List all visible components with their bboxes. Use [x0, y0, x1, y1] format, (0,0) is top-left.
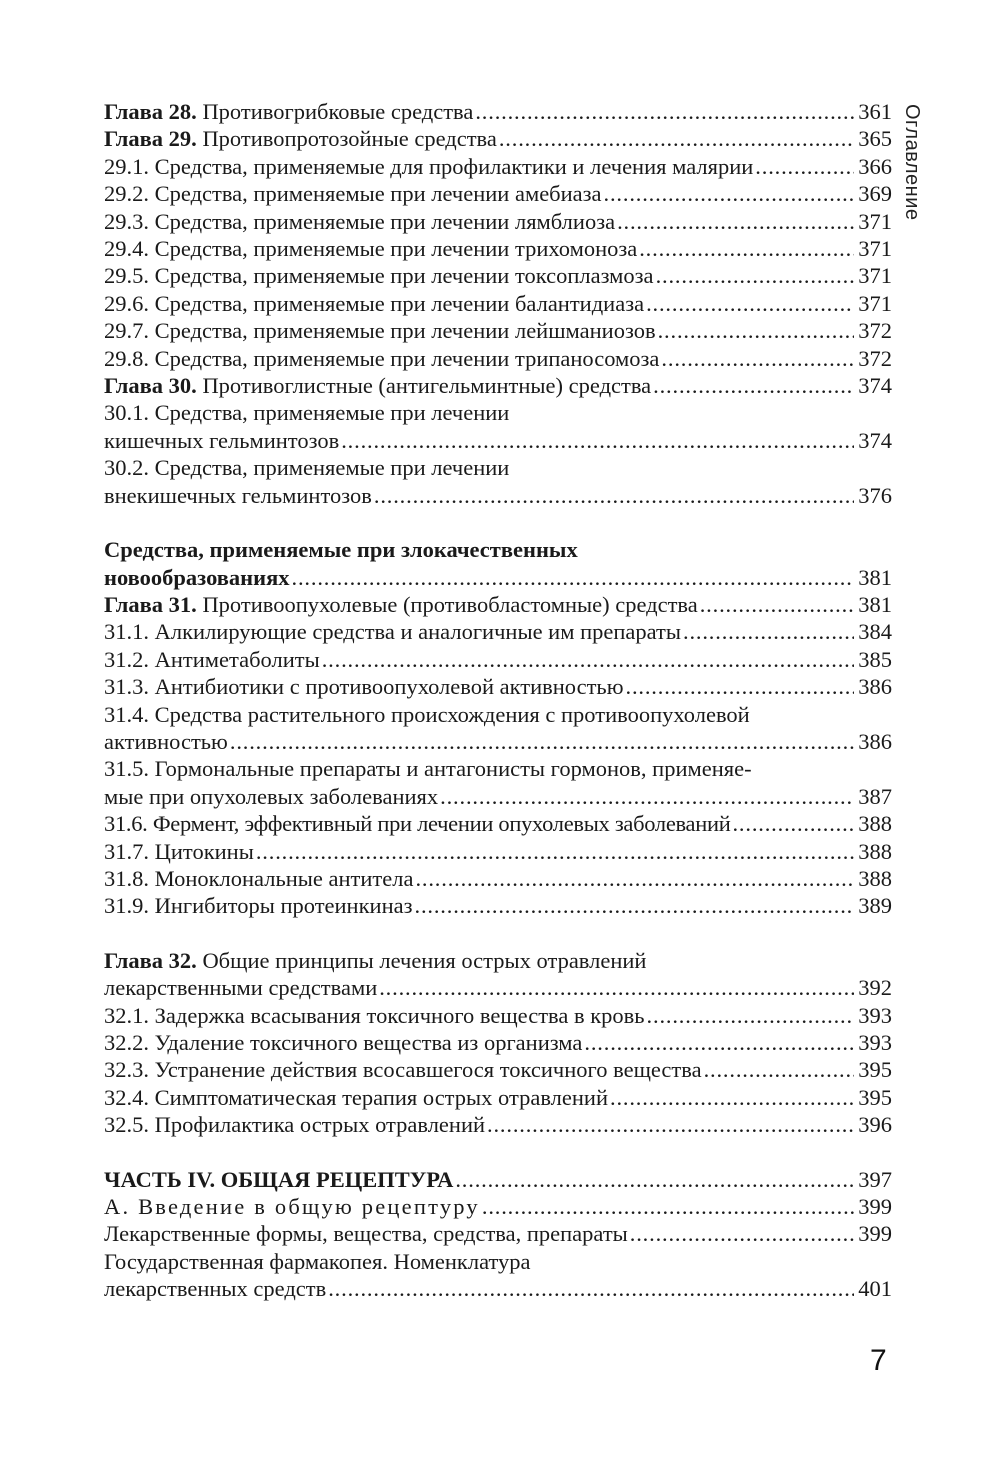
- page-ref: 395: [858, 1084, 892, 1110]
- section-title: Лекарственные формы, вещества, средства, препараты: [104, 1221, 628, 1247]
- toc-entry-chapter-28[interactable]: [104, 98, 892, 125]
- leader-dots: [610, 1084, 854, 1111]
- leader-dots: [653, 372, 854, 399]
- toc-entry-section-32-2[interactable]: [104, 1029, 892, 1056]
- page-ref: 388: [858, 865, 892, 891]
- page-ref: 388: [858, 838, 892, 864]
- toc-entry-section-30-2[interactable]: [104, 454, 892, 509]
- toc-entry-section-29-1[interactable]: [104, 153, 892, 180]
- leader-dots: [658, 317, 855, 344]
- leader-dots: [630, 1220, 854, 1247]
- section-title: 29.2. Средства, применяемые при лечении амебиаза: [104, 181, 602, 207]
- toc-entry-section-31-1[interactable]: [104, 618, 892, 645]
- page-ref: 365: [858, 126, 892, 152]
- leader-dots: [322, 646, 855, 673]
- section-title-line-1: 31.5. Гормональные препараты и антагонисты гормонов, применяе-: [104, 756, 752, 782]
- running-head: Оглавление: [901, 104, 923, 221]
- section-title: 31.6. Фермент, эффективный при лечении опухолевых заболеваний: [104, 811, 731, 837]
- section-title: 29.7. Средства, применяемые при лечении лейшманиозов: [104, 318, 656, 344]
- toc-entry-section-31-7[interactable]: [104, 838, 892, 865]
- page-ref: 381: [858, 591, 892, 617]
- leader-dots: [341, 427, 854, 454]
- leader-dots: [683, 618, 854, 645]
- page-ref: 366: [858, 153, 892, 179]
- toc-entry-section-31-6[interactable]: [104, 810, 892, 837]
- section-title-line-2: внекишечных гельминтозов: [104, 482, 372, 508]
- section-title: 29.6. Средства, применяемые при лечении балантидиаза: [104, 290, 645, 316]
- page-ref: 393: [858, 1030, 892, 1055]
- leader-dots: [732, 810, 854, 837]
- page-ref: 371: [858, 290, 892, 316]
- leader-dots: [379, 974, 854, 1001]
- section-title: 32.3. Устранение действия всосавшегося токсичного вещества: [104, 1057, 702, 1083]
- page-ref: 369: [858, 181, 892, 207]
- page-ref: 376: [858, 482, 892, 508]
- toc-entry-part-4[interactable]: [104, 1166, 892, 1193]
- section-title-line-1: 31.4. Средства растительного происхождения с противоопухолевой: [104, 701, 750, 727]
- leader-dots: [475, 98, 854, 125]
- leader-dots: [704, 1056, 855, 1083]
- chapter-title-line-1: Общие принципы лечения острых отравлений: [202, 947, 647, 973]
- spacer: [104, 1139, 892, 1166]
- leader-dots: [415, 865, 854, 892]
- chapter-label: Глава 30.: [104, 373, 197, 399]
- section-title: 29.1. Средства, применяемые для профилактики и лечения малярии: [104, 153, 754, 179]
- toc-entry-dosage-forms[interactable]: [104, 1220, 892, 1247]
- page-ref: 389: [858, 893, 892, 919]
- page-ref: 374: [858, 427, 892, 453]
- toc-entry-chapter-30[interactable]: [104, 372, 892, 399]
- page-ref: 386: [858, 728, 892, 754]
- toc-entry-section-31-3[interactable]: [104, 673, 892, 700]
- chapter-label: Глава 29.: [104, 126, 197, 152]
- leader-dots: [661, 345, 854, 372]
- leader-dots: [328, 1275, 854, 1302]
- table-of-contents: [104, 98, 892, 1303]
- page-ref: 399: [858, 1194, 892, 1220]
- toc-entry-chapter-31[interactable]: [104, 591, 892, 618]
- page-ref: 387: [858, 783, 892, 809]
- leader-dots: [700, 591, 855, 618]
- chapter-title: Противоопухолевые (противобластомные) средства: [202, 591, 698, 617]
- toc-entry-section-29-4[interactable]: [104, 235, 892, 262]
- page-ref: 372: [858, 318, 892, 344]
- section-title: 31.1. Алкилирующие средства и аналогичные им препараты: [104, 619, 681, 645]
- page-ref: 399: [858, 1221, 892, 1247]
- leader-dots: [647, 1002, 855, 1029]
- toc-entry-section-31-8[interactable]: [104, 865, 892, 892]
- leader-dots: [755, 153, 854, 180]
- section-title: 31.9. Ингибиторы протеинкиназ: [104, 893, 413, 919]
- toc-entry-section-29-2[interactable]: [104, 180, 892, 207]
- page-ref: 395: [858, 1057, 892, 1083]
- page-ref: 371: [858, 208, 892, 234]
- page-ref: 388: [858, 811, 892, 837]
- section-title-line-2: лекарственных средств: [104, 1276, 327, 1302]
- leader-dots: [455, 1166, 854, 1193]
- toc-entry-section-29-8[interactable]: [104, 345, 892, 372]
- toc-entry-section-29-5[interactable]: [104, 262, 892, 289]
- toc-entry-chapter-29[interactable]: [104, 125, 892, 152]
- leader-dots: [440, 783, 854, 810]
- section-title: 32.2. Удаление токсичного вещества из организма: [104, 1030, 583, 1055]
- section-title: 29.3. Средства, применяемые при лечении лямблиоза: [104, 208, 616, 234]
- section-title: 32.5. Профилактика острых отравлений: [104, 1112, 486, 1138]
- leader-dots: [584, 1029, 854, 1056]
- chapter-title: Противогрибковые средства: [202, 99, 474, 124]
- chapter-title-line-2: лекарственными средствами: [104, 975, 378, 1001]
- leader-dots: [626, 673, 855, 700]
- section-title: 31.3. Антибиотики с противоопухолевой активностью: [104, 674, 624, 700]
- chapter-title: Противопротозойные средства: [202, 126, 497, 152]
- page-ref: 381: [858, 564, 892, 590]
- page-ref: 361: [858, 99, 892, 124]
- section-title-line-1: 30.1. Средства, применяемые при лечении: [104, 400, 510, 426]
- page-number: 7: [870, 1344, 887, 1377]
- toc-entry-pharmacopeia[interactable]: [104, 1248, 892, 1303]
- chapter-label: Глава 31.: [104, 591, 197, 617]
- section-title: 31.8. Моноклональные антитела: [104, 865, 414, 891]
- section-title: 29.5. Средства, применяемые при лечении токсоплазмоза: [104, 263, 654, 289]
- leader-dots: [374, 482, 854, 509]
- leader-dots: [292, 564, 855, 591]
- page-ref: 372: [858, 345, 892, 371]
- toc-entry-section-31-5[interactable]: [104, 755, 892, 810]
- spacer: [104, 920, 892, 947]
- part-title: ЧАСТЬ IV. ОБЩАЯ РЕЦЕПТУРА: [104, 1166, 454, 1192]
- page-ref: 401: [858, 1276, 892, 1302]
- page-ref: 374: [858, 373, 892, 399]
- section-title-line-2: кишечных гельминтозов: [104, 427, 340, 453]
- section-title-line-1: 30.2. Средства, применяемые при лечении: [104, 455, 510, 481]
- toc-entry-section-32-5[interactable]: [104, 1111, 892, 1138]
- toc-entry-section-32-1[interactable]: [104, 1002, 892, 1029]
- toc-entry-section-31-4[interactable]: [104, 701, 892, 756]
- section-title: А. Введение в общую рецептуру: [104, 1194, 480, 1220]
- leader-dots: [656, 262, 855, 289]
- section-heading-line-2: новообразованиях: [104, 564, 290, 590]
- section-title-line-2: активностью: [104, 728, 228, 754]
- toc-entry-section-31-2[interactable]: [104, 646, 892, 673]
- leader-dots: [499, 125, 854, 152]
- toc-entry-section-32-4[interactable]: [104, 1084, 892, 1111]
- toc-entry-section-29-7[interactable]: [104, 317, 892, 344]
- leader-dots: [487, 1111, 854, 1138]
- leader-dots: [230, 728, 854, 755]
- toc-entry-section-30-1[interactable]: [104, 399, 892, 454]
- page-ref: 385: [858, 646, 892, 672]
- page-ref: 392: [858, 975, 892, 1001]
- leader-dots: [617, 208, 854, 235]
- chapter-label: Глава 28.: [104, 99, 197, 124]
- leader-dots: [604, 180, 855, 207]
- section-title: 32.1. Задержка всасывания токсичного вещества в кровь: [104, 1002, 645, 1028]
- leader-dots: [639, 235, 854, 262]
- leader-dots: [256, 838, 854, 865]
- section-title: 29.8. Средства, применяемые при лечении трипаносомоза: [104, 345, 660, 371]
- page-ref: 371: [858, 236, 892, 262]
- toc-entry-section-oncology[interactable]: [104, 536, 892, 591]
- toc-entry-section-29-6[interactable]: [104, 290, 892, 317]
- chapter-label: Глава 32.: [104, 947, 197, 973]
- page-ref: 386: [858, 674, 892, 700]
- page-ref: 384: [858, 619, 892, 645]
- toc-entry-section-32-3[interactable]: [104, 1056, 892, 1083]
- section-title: 29.4. Средства, применяемые при лечении трихомоноза: [104, 236, 638, 262]
- toc-entry-intro-a[interactable]: [104, 1193, 892, 1220]
- toc-entry-section-29-3[interactable]: [104, 208, 892, 235]
- section-heading-line-1: Средства, применяемые при злокачественных: [104, 537, 578, 563]
- page-ref: 397: [858, 1166, 892, 1192]
- leader-dots: [646, 290, 854, 317]
- section-title: 31.7. Цитокины: [104, 838, 254, 864]
- page-ref: 371: [858, 263, 892, 289]
- section-title: 31.2. Антиметаболиты: [104, 646, 320, 672]
- leader-dots: [415, 892, 855, 919]
- toc-entry-section-31-9[interactable]: [104, 892, 892, 919]
- section-title-line-1: Государственная фармакопея. Номенклатура: [104, 1248, 531, 1274]
- toc-entry-chapter-32[interactable]: [104, 947, 892, 1002]
- page-ref: 396: [858, 1112, 892, 1138]
- spacer: [104, 509, 892, 536]
- section-title: 32.4. Симптоматическая терапия острых отравлений: [104, 1084, 608, 1110]
- leader-dots: [482, 1193, 854, 1220]
- section-title-line-2: мые при опухолевых заболеваниях: [104, 783, 439, 809]
- chapter-title: Противоглистные (антигельминтные) средства: [202, 373, 652, 399]
- page-ref: 393: [858, 1002, 892, 1028]
